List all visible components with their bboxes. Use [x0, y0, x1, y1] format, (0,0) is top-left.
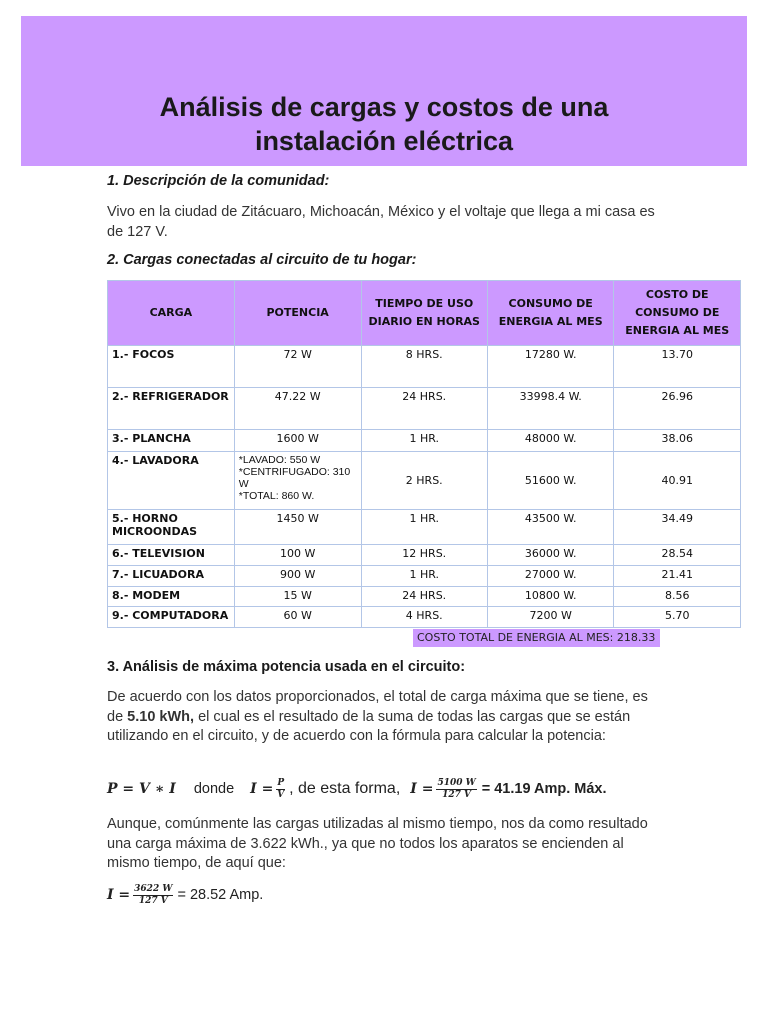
header-costo: COSTO DE CONSUMO DE ENERGIA AL MES	[614, 281, 741, 346]
formula-current-left-3: I =	[107, 887, 131, 903]
table-row	[108, 388, 741, 430]
cell-costo: 26.96	[614, 388, 741, 430]
section3-paragraph-2: Aunque, comúnmente las cargas utilizadas al mismo tiempo, nos da como resultado una carga máxima de 3.622 kWh., ya que no todos los aparatos se encienden al mismo tiempo, de aquí que:	[107, 816, 648, 871]
header-carga: CARGA	[108, 281, 235, 346]
total-line: *TOTAL: 860 W.	[238, 490, 315, 502]
cell-carga: 6.- TELEVISION	[108, 545, 235, 566]
total-cost-badge: COSTO TOTAL DE ENERGIA AL MES: 218.33	[413, 629, 660, 647]
cell-potencia: 60 W	[234, 607, 361, 628]
title-line-2: instalación eléctrica	[254, 126, 514, 156]
table-row	[108, 430, 741, 452]
section1-text: Vivo en la ciudad de Zitácuaro, Michoacán, México y el voltaje que llega a mi casa es de 127 V.	[107, 204, 655, 240]
cell-potencia: 1600 W	[234, 430, 361, 452]
cell-consumo: 27000 W.	[487, 566, 614, 587]
result-max-current: = 41.19 Amp. Máx.	[481, 781, 607, 797]
p1-part-b: el cual es el resultado de la suma de todas las cargas que se están utilizando en el circuito, y de acuerdo con la fórmula para calcular la potencia:	[107, 708, 631, 744]
section1-heading: 1. Descripción de la comunidad:	[107, 173, 330, 189]
cell-costo: 5.70	[614, 607, 741, 628]
cell-tiempo: 12 HRS.	[361, 545, 487, 566]
cell-tiempo: 24 HRS.	[361, 388, 487, 430]
page-title	[21, 90, 747, 158]
cell-tiempo: 8 HRS.	[361, 346, 487, 388]
cell-carga: 9.- COMPUTADORA	[108, 607, 235, 628]
section3-heading: 3. Análisis de máxima potencia usada en el circuito:	[107, 659, 466, 675]
cell-consumo: 51600 W.	[487, 452, 614, 510]
fraction-3622-over-127: $\frac{3622 W}{127 V}$	[134, 883, 173, 906]
cell-costo: 28.54	[614, 545, 741, 566]
cell-consumo: 48000 W.	[487, 430, 614, 452]
cell-consumo: 33998.4 W.	[487, 388, 614, 430]
cell-potencia: 15 W	[234, 587, 361, 607]
cell-costo: 40.91	[614, 452, 741, 510]
cell-carga: 8.- MODEM	[108, 587, 235, 607]
cell-tiempo: 1 HR.	[361, 510, 487, 545]
cell-carga: 2.- REFRIGERADOR	[108, 388, 235, 430]
cell-potencia-lavadora	[234, 452, 361, 510]
table-row	[108, 587, 741, 607]
cell-carga: 3.- PLANCHA	[108, 430, 235, 452]
title-line-1: Análisis de cargas y costos de una	[159, 92, 609, 122]
table-row	[108, 510, 741, 545]
cell-costo: 8.56	[614, 587, 741, 607]
formula-power: P = V ∗ I	[107, 781, 176, 797]
lavado-line: *LAVADO: 550 W	[238, 454, 321, 466]
cell-carga: 1.- FOCOS	[108, 346, 235, 388]
table-row	[108, 545, 741, 566]
cell-consumo: 17280 W.	[487, 346, 614, 388]
section2-heading: 2. Cargas conectadas al circuito de tu hogar:	[107, 252, 417, 268]
cell-consumo: 10800 W.	[487, 587, 614, 607]
table-header-row	[108, 281, 741, 346]
cell-tiempo: 1 HR.	[361, 566, 487, 587]
formula-line-2	[107, 880, 263, 910]
cell-potencia: 900 W	[234, 566, 361, 587]
cell-potencia: 100 W	[234, 545, 361, 566]
cell-carga: 5.- HORNO MICROONDAS	[108, 510, 235, 545]
table-row	[108, 607, 741, 628]
section3-paragraph-1	[107, 688, 662, 747]
cell-tiempo: 2 HRS.	[361, 452, 487, 510]
cell-costo: 38.06	[614, 430, 741, 452]
cell-potencia: 1450 W	[234, 510, 361, 545]
cell-costo: 21.41	[614, 566, 741, 587]
de-esta-forma-label: , de esta forma,	[289, 780, 401, 797]
cell-consumo: 7200 W	[487, 607, 614, 628]
formula-line-1	[107, 774, 607, 804]
formula-current-left: I =	[250, 781, 274, 797]
p1-bold: 5.10 kWh,	[127, 708, 195, 725]
cell-carga: 4.- LAVADORA	[108, 452, 235, 510]
fraction-p-over-v: $\frac{P}{V}$	[277, 777, 285, 800]
cell-consumo: 43500 W.	[487, 510, 614, 545]
result-current: = 28.52 Amp.	[177, 887, 264, 903]
cell-tiempo: 4 HRS.	[361, 607, 487, 628]
header-potencia: POTENCIA	[234, 281, 361, 346]
cell-potencia: 72 W	[234, 346, 361, 388]
cell-tiempo: 24 HRS.	[361, 587, 487, 607]
cell-tiempo: 1 HR.	[361, 430, 487, 452]
table-row	[108, 566, 741, 587]
header-consumo: CONSUMO DE ENERGIA AL MES	[487, 281, 614, 346]
table-row	[108, 452, 741, 510]
cell-consumo: 36000 W.	[487, 545, 614, 566]
p1-part-a: De acuerdo con los datos proporcionados, el total de carga máxima que se tiene, es de	[107, 689, 648, 725]
centrifugado-line: *CENTRIFUGADO: 310 W	[238, 466, 351, 490]
cell-costo: 34.49	[614, 510, 741, 545]
fraction-5100-over-127: $\frac{5100 W}{127 V}$	[437, 777, 476, 800]
loads-table	[107, 280, 741, 628]
donde-label: donde	[193, 781, 235, 797]
header-tiempo: TIEMPO DE USO DIARIO EN HORAS	[361, 281, 487, 346]
table-row	[108, 346, 741, 388]
formula-current-left-2: I =	[410, 781, 434, 797]
cell-costo: 13.70	[614, 346, 741, 388]
cell-potencia: 47.22 W	[234, 388, 361, 430]
cell-carga: 7.- LICUADORA	[108, 566, 235, 587]
